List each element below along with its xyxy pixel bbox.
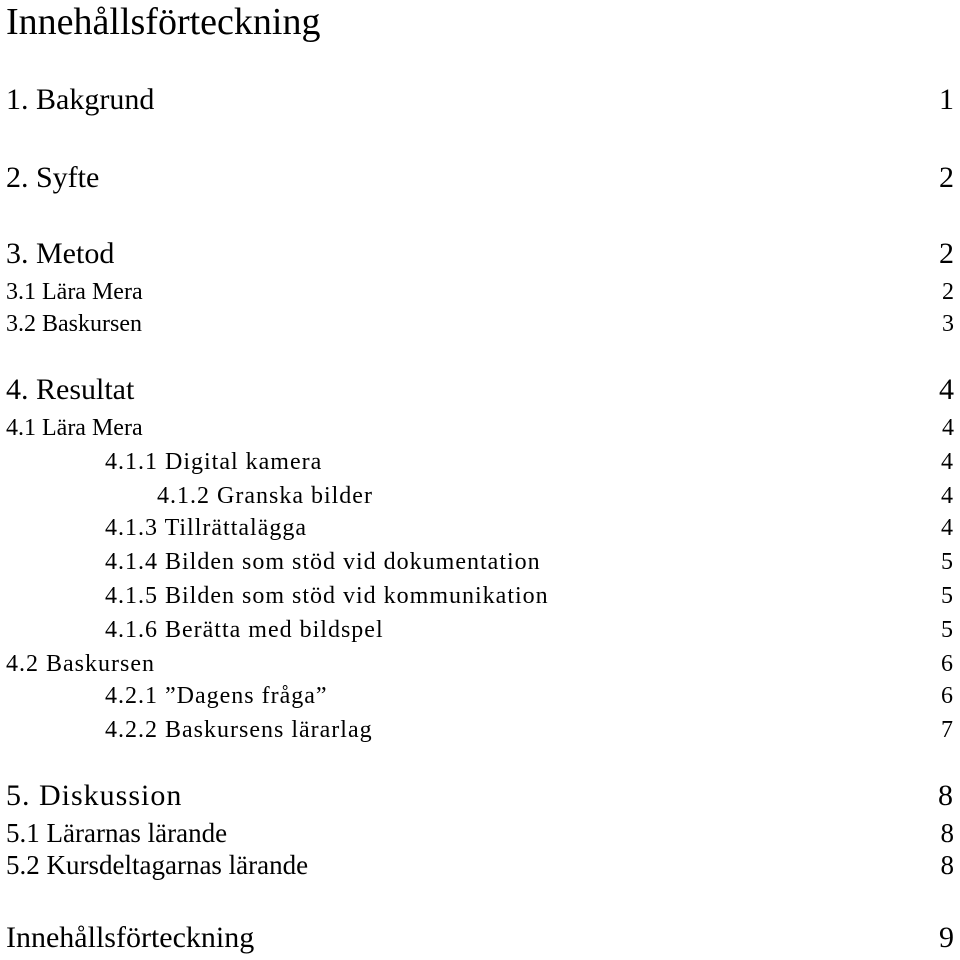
toc-entry-page: 8	[938, 779, 954, 812]
toc-entry-label: Innehållsförteckning	[6, 921, 255, 954]
toc-entry-page: 3	[942, 311, 954, 337]
toc-entry[interactable]	[0, 510, 960, 542]
toc-entry-label: 4. Resultat	[6, 373, 135, 406]
toc-entry-label: 4.1.3 Tillrättalägga	[105, 515, 307, 541]
toc-entry-label: 3. Metod	[6, 237, 115, 270]
toc-entry-page: 6	[941, 651, 954, 677]
toc-entry[interactable]	[0, 544, 960, 576]
toc-entry[interactable]	[0, 578, 960, 610]
toc-entry[interactable]	[0, 410, 960, 442]
toc-entry[interactable]	[0, 712, 960, 744]
toc-entry-page: 4	[941, 515, 954, 541]
toc-entry-label: 4.1.4 Bilden som stöd vid dokumentation	[105, 549, 541, 575]
toc-entry-page: 2	[939, 237, 954, 270]
toc-entry[interactable]	[0, 612, 960, 644]
toc-title: Innehållsförteckning	[6, 1, 321, 43]
toc-entry-page: 4	[941, 483, 954, 509]
toc-entry[interactable]	[0, 646, 960, 678]
toc-entry-page: 5	[941, 583, 954, 609]
toc-entry-page: 8	[940, 818, 954, 848]
toc-entry-page: 4	[939, 373, 954, 406]
toc-entry[interactable]	[0, 816, 960, 848]
toc-entry-page: 2	[942, 279, 954, 305]
toc-entry-label: 1. Bakgrund	[6, 83, 155, 116]
toc-entry[interactable]	[0, 238, 960, 270]
toc-entry-page: 8	[940, 850, 954, 880]
toc-entry[interactable]	[0, 374, 960, 406]
toc-entry-page: 7	[941, 717, 954, 743]
toc-entry-page: 6	[941, 683, 954, 709]
toc-entry[interactable]	[0, 478, 960, 510]
toc-entry[interactable]	[0, 274, 960, 306]
toc-entry-label: 5.2 Kursdeltagarnas lärande	[6, 850, 309, 880]
toc-entry-label: 4.1.1 Digital kamera	[105, 449, 323, 475]
toc-entry[interactable]	[0, 922, 960, 954]
toc-entry[interactable]	[0, 84, 960, 116]
toc-entry[interactable]	[0, 444, 960, 476]
toc-entry-page: 5	[941, 617, 954, 643]
toc-entry-page: 9	[939, 921, 954, 954]
toc-entry-label: 3.1 Lära Mera	[6, 279, 143, 305]
toc-entry[interactable]	[0, 678, 960, 710]
toc-entry[interactable]	[0, 306, 960, 338]
toc-entry-page: 4	[941, 449, 954, 475]
toc-entry[interactable]	[0, 162, 960, 194]
toc-entry-label: 3.2 Baskursen	[6, 311, 142, 337]
toc-entry[interactable]	[0, 848, 960, 880]
toc-entry-label: 4.2 Baskursen	[6, 651, 155, 677]
toc-entry-page: 5	[941, 549, 954, 575]
toc-entry-page: 4	[942, 415, 954, 441]
toc-entry-label: 5.1 Lärarnas lärande	[6, 818, 228, 848]
toc-entry-label: 4.1 Lära Mera	[6, 415, 143, 441]
toc-entry-label: 5. Diskussion	[6, 779, 183, 812]
toc-entry-label: 4.2.1 ”Dagens fråga”	[105, 683, 328, 709]
toc-entry-label: 4.2.2 Baskursens lärarlag	[105, 717, 373, 743]
toc-entry-page: 2	[939, 161, 954, 194]
toc-entry-label: 4.1.5 Bilden som stöd vid kommunikation	[105, 583, 549, 609]
toc-entry-page: 1	[939, 83, 954, 116]
toc-entry-label: 2. Syfte	[6, 161, 100, 194]
toc-entry-label: 4.1.2 Granska bilder	[157, 483, 373, 509]
toc-entry[interactable]	[0, 780, 960, 812]
toc-entry-label: 4.1.6 Berätta med bildspel	[105, 617, 384, 643]
